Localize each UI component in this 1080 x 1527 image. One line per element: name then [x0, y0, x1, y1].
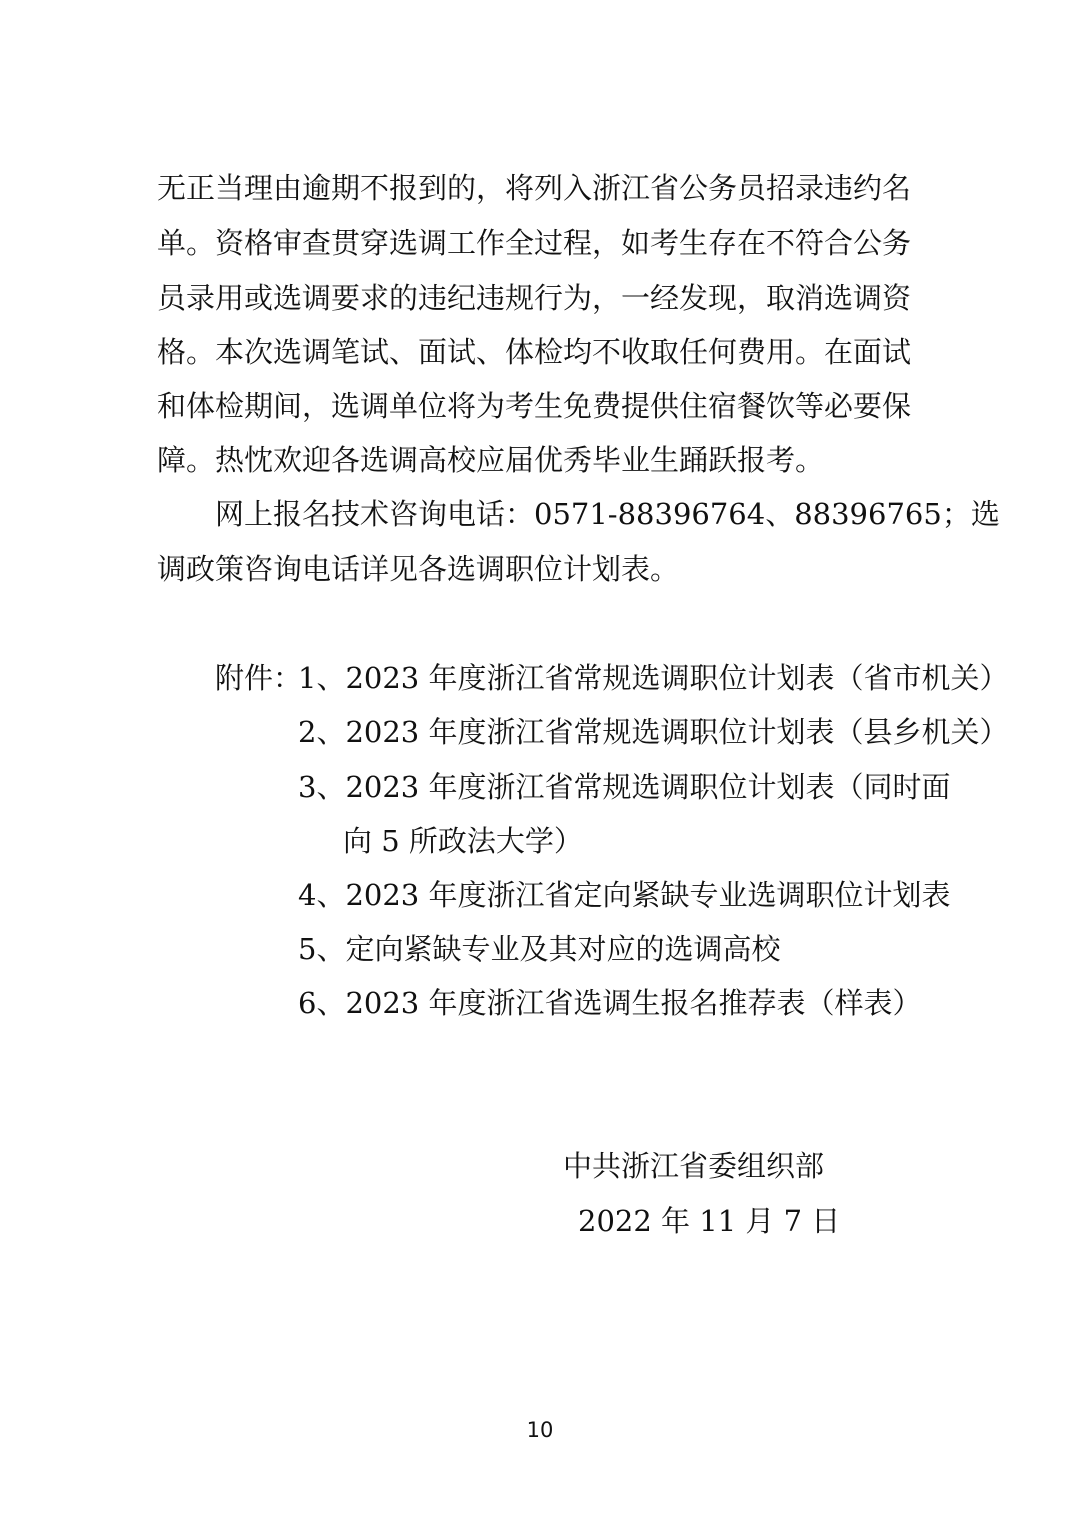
- contact-line: 网上报名技术咨询电话：0571-88396764、88396765；选: [215, 497, 1000, 531]
- body-line: 障。热忱欢迎各选调高校应届优秀毕业生踊跃报考。: [157, 443, 825, 477]
- body-line: 无正当理由逾期不报到的，将列入浙江省公务员招录违约名: [157, 171, 912, 205]
- body-line: 格。本次选调笔试、面试、体检均不收取任何费用。在面试: [157, 335, 912, 369]
- attachment-item: 6、2023 年度浙江省选调生报名推荐表（样表）: [298, 986, 922, 1020]
- attachment-item-continuation: 向 5 所政法大学）: [343, 824, 583, 858]
- attachments-label: 附件：: [215, 661, 303, 695]
- attachment-item: 3、2023 年度浙江省常规选调职位计划表（同时面: [298, 770, 951, 804]
- body-line: 员录用或选调要求的违纪违规行为，一经发现，取消选调资: [157, 281, 912, 315]
- page-number: 10: [526, 1418, 554, 1442]
- body-line: 和体检期间，选调单位将为考生免费提供住宿餐饮等必要保: [157, 389, 912, 423]
- contact-line: 调政策咨询电话详见各选调职位计划表。: [157, 552, 680, 586]
- attachment-item: 4、2023 年度浙江省定向紧缺专业选调职位计划表: [298, 878, 951, 912]
- attachment-item: 2、2023 年度浙江省常规选调职位计划表（县乡机关）: [298, 715, 1009, 749]
- attachment-item: 1、2023 年度浙江省常规选调职位计划表（省市机关）: [298, 661, 1009, 695]
- attachment-item: 5、定向紧缺专业及其对应的选调高校: [298, 932, 781, 966]
- issue-date: 2022 年 11 月 7 日: [578, 1204, 841, 1238]
- issuing-organization: 中共浙江省委组织部: [563, 1149, 825, 1183]
- body-line: 单。资格审查贯穿选调工作全过程，如考生存在不符合公务: [157, 226, 912, 260]
